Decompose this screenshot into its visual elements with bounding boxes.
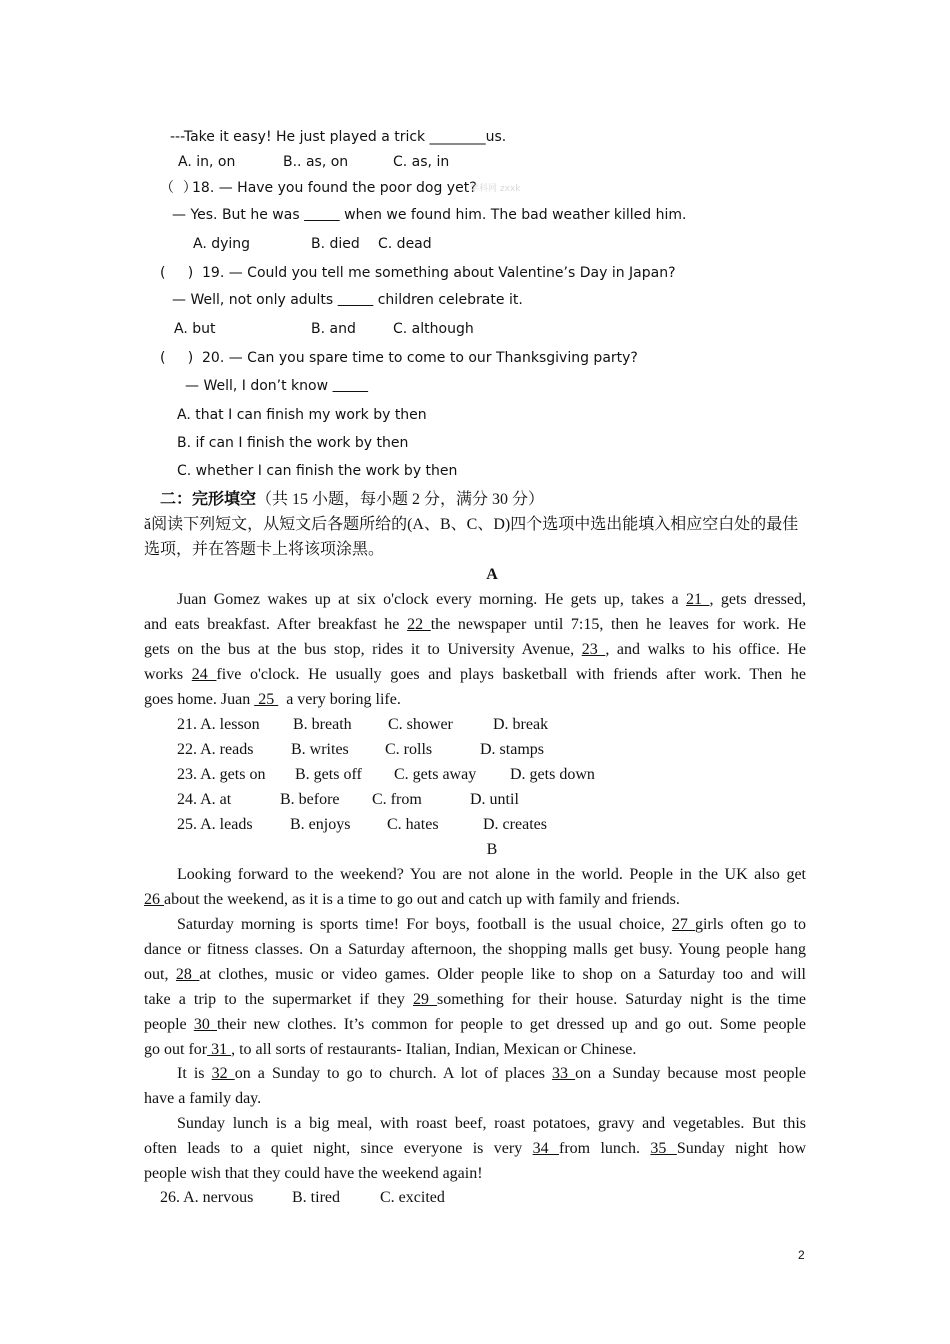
passage-b-line-4: dance or fitness classes. On a Saturday afternoon, the shopping malls get busy. Young people hang <box>144 941 806 958</box>
q17-option-c: C. as, in <box>393 154 450 170</box>
q20-option-c: C. whether I can finish the work by then <box>177 463 458 479</box>
q24-option-c: C. from <box>372 791 422 808</box>
q22-option-c: C. rolls <box>385 741 433 758</box>
passage-text: out, <box>144 966 176 983</box>
blank-33: 33 <box>552 1065 576 1082</box>
section2-title-rest: （共 15 小题，每小题 2 分，满分 30 分） <box>256 491 545 508</box>
q26-option-b: B. tired <box>292 1189 340 1206</box>
passage-text: works <box>144 666 192 683</box>
passage-text: on a Sunday because most people <box>575 1065 807 1082</box>
q18-question: 18. — Have you found the poor dog yet? <box>192 180 477 196</box>
passage-b-line-3 <box>177 915 806 935</box>
q19-reply <box>172 290 523 310</box>
passage-text: five o'clock. He usually goes and plays basketball with friends after work. Then he <box>216 666 807 683</box>
passage-text: from lunch. <box>559 1140 651 1157</box>
blank-27: 27 <box>671 916 695 933</box>
passage-text: about the weekend, as it is a time to go out and catch up with family and friends. <box>164 891 680 908</box>
passage-b-line-8 <box>144 1040 636 1060</box>
watermark: 学科网 zxxk <box>470 184 521 194</box>
section2-instruction-2: 选项，并在答题卡上将该项涂黑。 <box>144 541 385 558</box>
passage-b-line-5 <box>144 965 806 985</box>
q20-reply-text: — Well, I don’t know <box>185 378 333 394</box>
q21-option-a: 21. A. lesson <box>177 716 260 733</box>
q23-option-d: D. gets down <box>510 766 595 783</box>
passage-a-heading: A <box>486 566 498 583</box>
q17-option-a: A. in, on <box>178 154 236 170</box>
blank-21: 21 <box>686 591 710 608</box>
passage-a-line-4 <box>144 665 806 685</box>
passage-b-line-7 <box>144 1015 806 1035</box>
passage-text: , and walks to his office. He <box>605 641 806 658</box>
blank-29: 29 <box>412 991 438 1008</box>
q22-option-a: 22. A. reads <box>177 741 254 758</box>
blank-25: 25 <box>254 691 279 708</box>
passage-text: Sunday night <box>676 1140 779 1157</box>
q19-option-c: C. although <box>393 321 474 337</box>
passage-text: people <box>144 1016 194 1033</box>
passage-text: take a trip to the supermarket if they <box>144 991 413 1008</box>
q25-option-d: D. creates <box>483 816 547 833</box>
blank-22: 22 <box>407 616 431 633</box>
q18-option-a: A. dying <box>193 236 251 252</box>
q20-blank <box>333 378 369 394</box>
q25-option-c: C. hates <box>387 816 439 833</box>
q19-paren: ( ) <box>160 265 194 281</box>
passage-b-line-1: Looking forward to the weekend? You are not alone in the world. People in the UK also get <box>177 866 806 883</box>
q20-question: 20. — Can you spare time to come to our Thanksgiving party? <box>202 350 638 366</box>
passage-text: often leads to a quiet night, since everyone is very <box>144 1140 533 1157</box>
passage-b-line-6 <box>144 990 806 1010</box>
q23-option-a: 23. A. gets on <box>177 766 266 783</box>
blank-35: 35 <box>650 1140 677 1157</box>
q19-option-a: A. but <box>174 321 216 337</box>
passage-text: at clothes, music or video games. Older people like to shop on a Saturday too and will <box>199 966 806 983</box>
q19-reply-text: — Well, not only adults <box>172 292 338 308</box>
q20-option-b: B. if can I finish the work by then <box>177 435 409 451</box>
passage-b-line-9 <box>177 1064 806 1084</box>
q19-question: 19. — Could you tell me something about Valentine’s Day in Japan? <box>202 265 676 281</box>
q25-option-a: 25. A. leads <box>177 816 253 833</box>
q23-option-b: B. gets off <box>295 766 362 783</box>
blank-30: 30 <box>193 1016 217 1033</box>
q25-option-b: B. enjoys <box>290 816 351 833</box>
q24-option-b: B. before <box>280 791 340 808</box>
blank-24: 24 <box>191 666 217 683</box>
passage-a-line-3 <box>144 640 806 660</box>
passage-a-line-2 <box>144 615 806 635</box>
q18-option-c: C. dead <box>378 236 432 252</box>
blank-23: 23 <box>581 641 606 658</box>
passage-text: Saturday morning is sports time! For boys, football is the usual choice, <box>177 916 672 933</box>
q18-blank <box>304 207 340 223</box>
blank-34: 34 <box>532 1140 559 1157</box>
page-number: 2 <box>798 1248 805 1262</box>
passage-text: a very boring life. <box>278 691 401 708</box>
q19-option-b: B. and <box>311 321 356 337</box>
passage-b-line-2 <box>144 890 680 910</box>
passage-text: Juan Gomez wakes up at six o'clock every morning. He gets up, takes a <box>177 591 687 608</box>
passage-text: the newspaper until 7:15, then he leaves for work. He <box>430 616 807 633</box>
passage-b-line-13: people wish that they could have the weekend again! <box>144 1165 483 1182</box>
blank-28: 28 <box>175 966 200 983</box>
passage-b-line-12 <box>144 1139 806 1159</box>
passage-text: girls often go to <box>694 916 807 933</box>
passage-text: gets on the bus at the bus stop, rides it to University Avenue, <box>144 641 582 658</box>
blank-31: 31 <box>207 1041 232 1058</box>
passage-text: on a Sunday to go to church. A lot of places <box>234 1065 553 1082</box>
section2-instruction-1: ă阅读下列短文，从短文后各题所给的(A、B、C、D)四个选项中选出能填入相应空白处的最佳 <box>144 516 799 533</box>
q17-reply-end: us. <box>485 129 507 145</box>
q18-reply <box>172 205 686 225</box>
q17-blank: ________ <box>429 129 486 145</box>
passage-text: and eats breakfast. After breakfast he <box>144 616 408 633</box>
section2-title <box>160 490 544 510</box>
passage-text: , gets dressed, <box>709 591 807 608</box>
passage-text: It is <box>177 1065 212 1082</box>
passage-b-heading: B <box>486 841 498 858</box>
q18-reply-end: when we found him. The bad weather killed him. <box>339 207 687 223</box>
q19-reply-end: children celebrate it. <box>373 292 523 308</box>
blank-26: 26 <box>144 891 164 908</box>
q18-option-b: B. died <box>311 236 360 252</box>
q26-option-a: 26. A. nervous <box>160 1189 254 1206</box>
passage-text: how <box>778 1140 807 1157</box>
q22-option-b: B. writes <box>291 741 349 758</box>
q24-option-d: D. until <box>470 791 519 808</box>
q20-reply <box>185 376 368 396</box>
q19-blank <box>338 292 374 308</box>
q24-option-a: 24. A. at <box>177 791 232 808</box>
q23-option-c: C. gets away <box>394 766 477 783</box>
q17-reply <box>170 127 506 147</box>
q21-option-b: B. breath <box>293 716 352 733</box>
q26-option-c: C. excited <box>380 1189 445 1206</box>
passage-a-line-1 <box>177 590 806 610</box>
q17-reply-text: ---Take it easy! He just played a trick <box>170 129 430 145</box>
passage-text: , to all sorts of restaurants- Italian, Indian, Mexican or Chinese. <box>231 1041 637 1058</box>
q17-option-b: B.. as, on <box>283 154 349 170</box>
passage-a-line-5 <box>144 690 401 710</box>
q21-option-d: D. break <box>493 716 549 733</box>
q20-option-a: A. that I can finish my work by then <box>177 407 427 423</box>
section2-title-bold: 二：完形填空 <box>160 491 257 508</box>
q18-paren: （ ） <box>160 180 197 196</box>
q21-option-c: C. shower <box>388 716 453 733</box>
q18-reply-text: — Yes. But he was <box>172 207 305 223</box>
passage-text: go out for <box>144 1041 208 1058</box>
passage-b-line-11: Sunday lunch is a big meal, with roast beef, roast potatoes, gravy and vegetables. But this <box>177 1115 806 1132</box>
passage-text: their new clothes. It’s common for people to get dressed up and go out. Some people <box>216 1016 807 1033</box>
passage-b-line-10: have a family day. <box>144 1090 262 1107</box>
q20-paren: ( ) <box>160 350 194 366</box>
passage-text: something for their house. Saturday night is the time <box>437 991 807 1008</box>
passage-text: goes home. Juan <box>144 691 255 708</box>
blank-32: 32 <box>211 1065 235 1082</box>
q22-option-d: D. stamps <box>480 741 544 758</box>
